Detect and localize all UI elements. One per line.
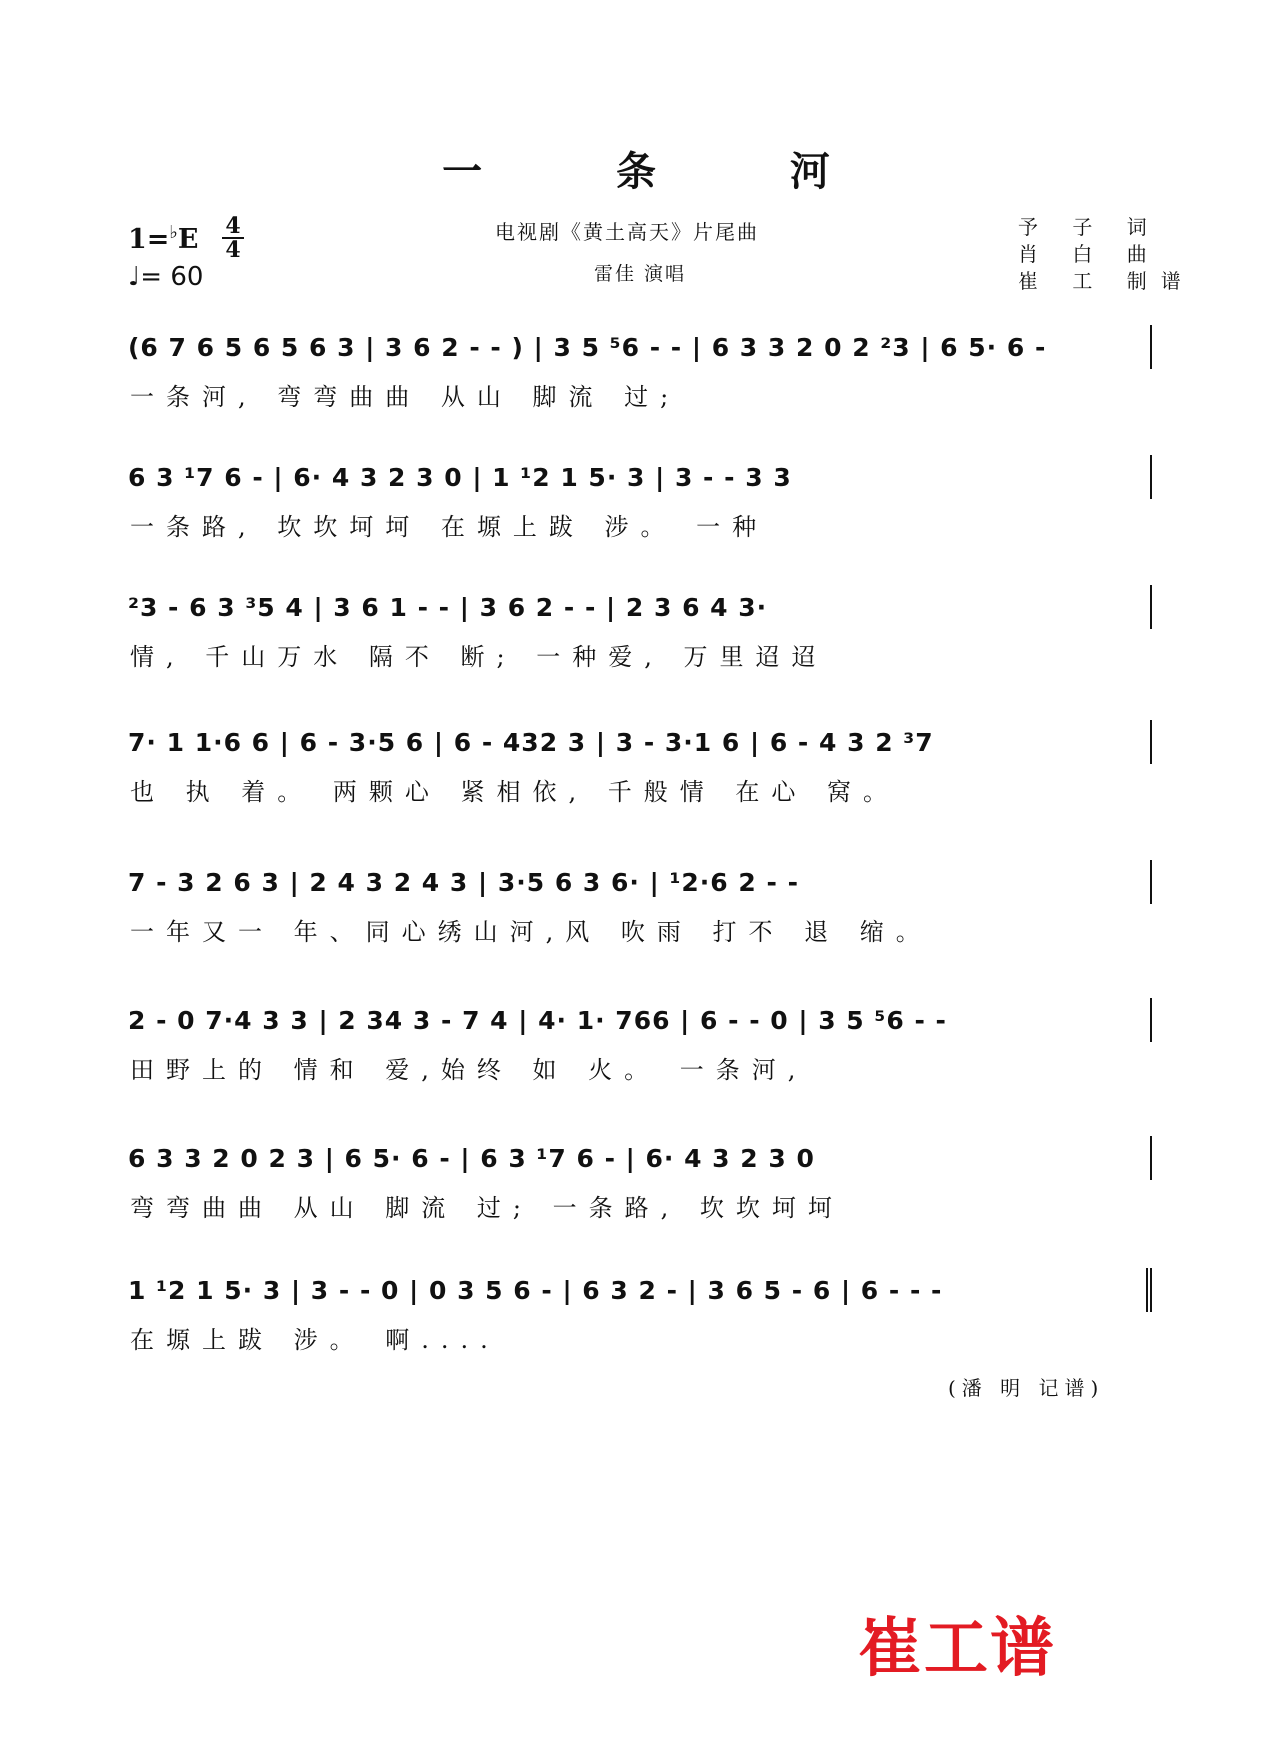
notes-line: 6 3 3 2 0 2 3 | 6 5· 6 - | 6 3 ¹7 6 - | 6· 4 3 2 3 0	[122, 1136, 1152, 1180]
notes-line: 1 ¹2 1 5· 3 | 3 - - 0 | 0 3 5 6 - | 6 3 2 - | 3 6 5 - 6 | 6 - - -	[122, 1268, 1152, 1312]
notes-line: 7· 1 1·6 6 | 6 - 3·5 6 | 6 - 432 3 | 3 - 3·1 6 | 6 - 4 3 2 ³7	[122, 720, 1152, 764]
lyrics-line: 弯弯曲曲 从山 脚流 过; 一条路, 坎坎坷坷	[130, 1194, 844, 1222]
lyrics-line: 一年又一 年、同心绣山河,风 吹雨 打不 退 缩。	[130, 918, 932, 946]
transcriber-credit: 崔 工 制谱	[1018, 269, 1195, 293]
site-logo	[858, 1610, 1148, 1688]
time-top: 4	[225, 213, 241, 239]
score-system-6	[122, 998, 1152, 1085]
lyrics-line: 情, 千山万水 隔不 断; 一种爱, 万里迢迢	[130, 643, 828, 671]
credits	[1018, 214, 1195, 295]
notes-line: 6 3 ¹7 6 - | 6· 4 3 2 3 0 | 1 ¹2 1 5· 3 | 3 - - 3 3	[122, 455, 1152, 499]
lyrics-line: 一条河, 弯弯曲曲 从山 脚流 过;	[130, 383, 681, 411]
logo-text: 崔工谱	[858, 1612, 1056, 1686]
score-system-4	[122, 720, 1152, 807]
subtitle: 电视剧《黄土高天》片尾曲	[495, 220, 759, 244]
recorder-credit: (潘 明 记谱)	[948, 1376, 1105, 1400]
lyrics-line: 田野上的 情和 爱,始终 如 火。 一条河,	[130, 1056, 808, 1084]
score-system-8	[122, 1268, 1152, 1355]
tempo-marking: ♩= 60	[128, 262, 204, 292]
key-prefix: 1=	[128, 224, 170, 255]
score-system-2	[122, 455, 1152, 542]
notes-line: (6 7 6 5 6 5 6 3 | 3 6 2 - - ) | 3 5 ⁵6 - - | 6 3 3 2 0 2 ²3 | 6 5· 6 -	[122, 325, 1152, 369]
composer-credit: 肖 白 曲	[1018, 242, 1161, 266]
score-system-3	[122, 585, 1152, 672]
score-system-5	[122, 860, 1152, 947]
song-title: 一 条 河	[442, 148, 890, 195]
time-signature	[222, 213, 244, 263]
notes-line: ²3 - 6 3 ³5 4 | 3 6 1 - - | 3 6 2 - - | 2 3 6 4 3·	[122, 585, 1152, 629]
notes-line: 7 - 3 2 6 3 | 2 4 3 2 4 3 | 3·5 6 3 6· | ¹2·6 2 - -	[122, 860, 1152, 904]
notes-line: 2 - 0 7·4 3 3 | 2 34 3 - 7 4 | 4· 1· 766 | 6 - - 0 | 3 5 ⁵6 - -	[122, 998, 1152, 1042]
singer: 雷佳 演唱	[594, 263, 687, 285]
flat-sign: ♭	[169, 222, 178, 243]
lyrics-line: 在塬上跋 涉。 啊....	[130, 1326, 500, 1354]
lyricist-credit: 予 子 词	[1018, 215, 1161, 239]
key-note: E	[177, 224, 199, 255]
lyrics-line: 也 执 着。 两颗心 紧相依, 千般情 在心 窝。	[130, 778, 900, 806]
score-system-1	[122, 325, 1152, 412]
time-bottom: 4	[225, 237, 241, 263]
score-system-7	[122, 1136, 1152, 1223]
key-signature	[128, 222, 199, 255]
lyrics-line: 一条路, 坎坎坷坷 在塬上跋 涉。 一种	[130, 513, 769, 541]
